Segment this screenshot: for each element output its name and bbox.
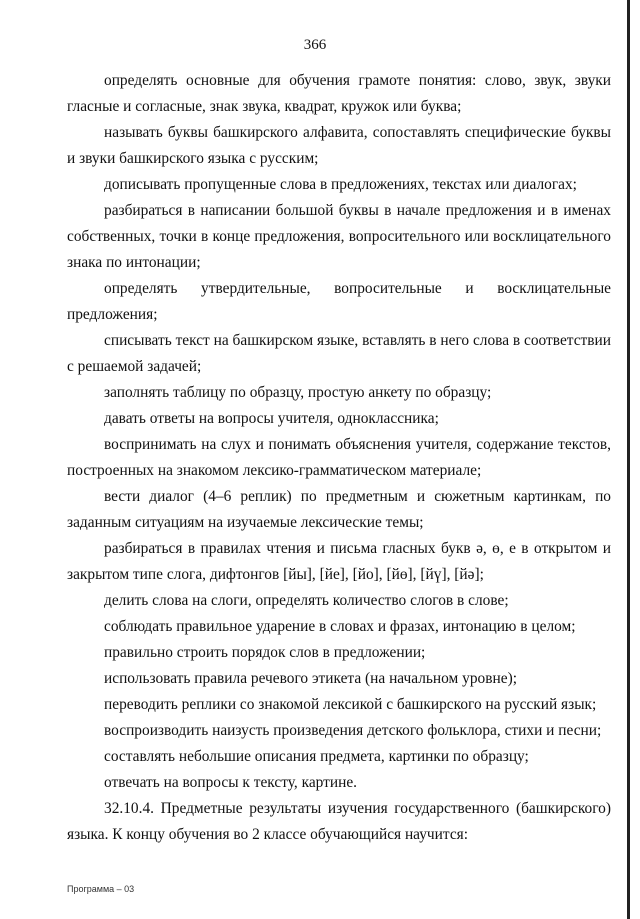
section-paragraph: 32.10.4. Предметные результаты изучения государственного (башкирского) языка. К концу обучения во 2 классе обучающийся научится: [67, 800, 611, 843]
paragraph: использовать правила речевого этикета (на начальном уровне); [104, 670, 517, 687]
page-number: 366 [303, 37, 327, 53]
paragraph: делить слова на слоги, определять количество слогов в слове; [104, 592, 509, 609]
paragraph: списывать текст на башкирском языке, вставлять в него слова в соответствии с решаемой задачей; [67, 332, 611, 375]
paragraph: соблюдать правильное ударение в словах и фразах, интонацию в целом; [104, 618, 576, 635]
paragraph: переводить реплики со знакомой лексикой с башкирского на русский язык; [104, 696, 597, 713]
paragraph: дописывать пропущенные слова в предложениях, текстах или диалогах; [104, 176, 577, 193]
paragraph: называть буквы башкирского алфавита, сопоставлять специфические буквы и звуки башкирского языка с русским; [67, 124, 611, 167]
paragraph: составлять небольшие описания предмета, картинки по образцу; [104, 748, 529, 765]
paragraph: правильно строить порядок слов в предложении; [104, 644, 426, 661]
paragraph: определять основные для обучения грамоте понятия: слово, звук, звуки гласные и согласные, знак звука, квадрат, кружок или буква; [67, 72, 611, 115]
paragraph: воспроизводить наизусть произведения детского фольклора, стихи и песни; [104, 722, 602, 739]
paragraph: заполнять таблицу по образцу, простую анкету по образцу; [104, 384, 492, 401]
paragraph: давать ответы на вопросы учителя, одноклассника; [104, 410, 439, 427]
paragraph: отвечать на вопросы к тексту, картине. [104, 774, 358, 791]
footer-label: Программа – 03 [67, 884, 135, 894]
paragraph: разбираться в правилах чтения и письма гласных букв ә, ө, е в открытом и закрытом типе слога, дифтонгов [йы], [йе], [йо], [йө], [йү], [йә]; [67, 540, 611, 583]
paragraph: определять утвердительные, вопросительные и восклицательные предложения; [67, 280, 611, 323]
paragraph: воспринимать на слух и понимать объяснения учителя, содержание текстов, построенных на знакомом лексико-грамматическом материале; [67, 436, 611, 479]
document-body [67, 68, 611, 848]
paragraph: разбираться в написании большой буквы в начале предложения и в именах собственных, точки в конце предложения, вопросительного или восклицательного знака по интонации; [67, 202, 611, 271]
paragraph: вести диалог (4–6 реплик) по предметным и сюжетным картинкам, по заданным ситуациям на изучаемые лексические темы; [67, 488, 611, 531]
